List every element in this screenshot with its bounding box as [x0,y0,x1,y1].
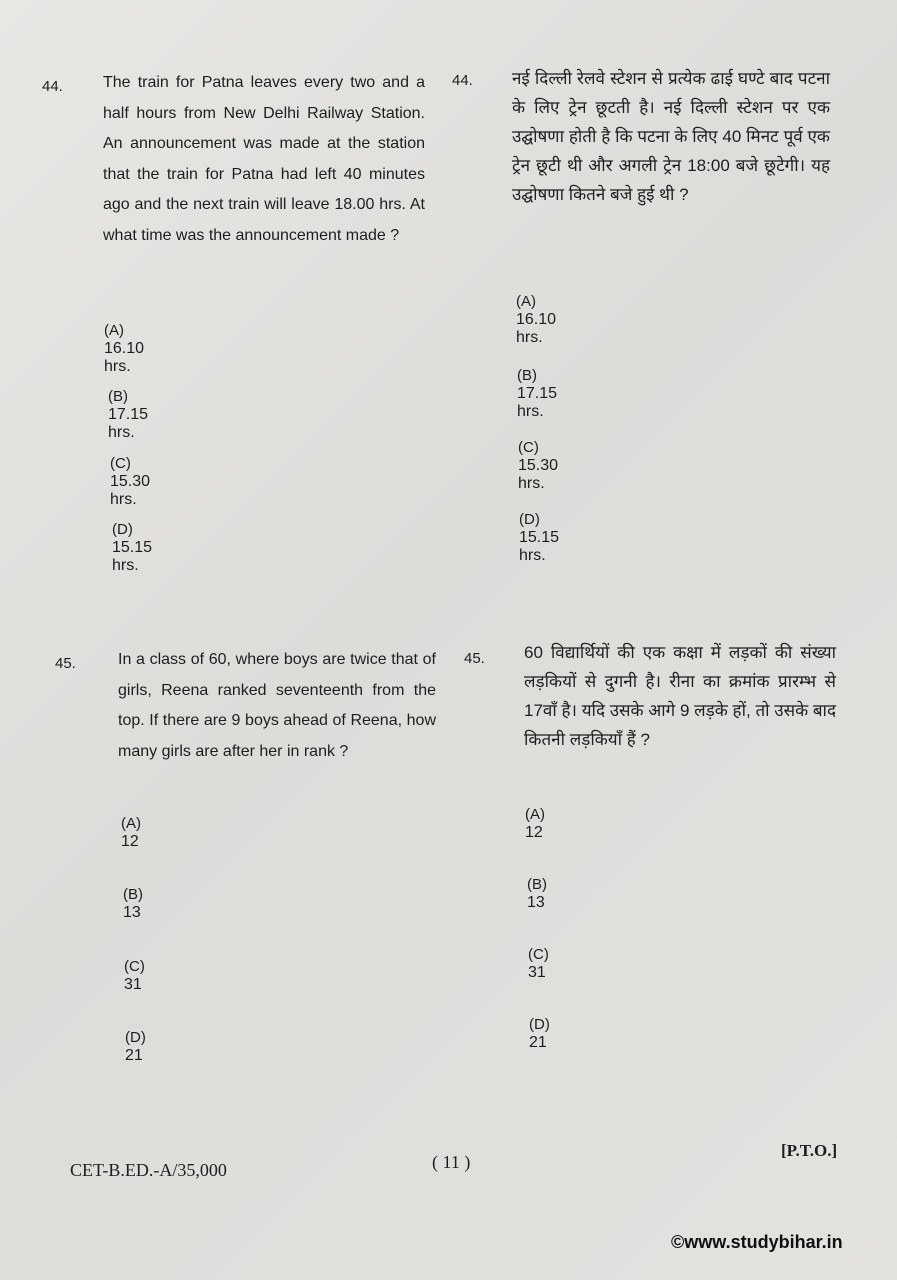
option-value: 15.30 hrs. [110,473,151,508]
paper-code: CET-B.ED.-A/35,000 [70,1160,227,1180]
option-b [123,886,185,922]
option-b [527,876,586,912]
option-label: (D) [112,521,133,538]
option-label: (C) [124,958,145,975]
option-value: 31 [124,976,142,993]
option-value: 13 [527,894,545,911]
question-text: नई दिल्ली रेलवे स्टेशन से प्रत्येक ढाई घण्टे बाद पटना के लिए ट्रेन छूटती है। नई दिल्ली स्टेशन पर एक उद्घोषणा होती है कि पटना के लिए 40 मिनट पूर्व एक ट्रेन छूटी थी और अगली ट्रेन 18:00 बजे छूटेगी। यह उद्घोषणा कितने बजे हुई थी ? [512,69,830,204]
option-d [519,511,581,565]
option-value: 13 [123,904,141,921]
question-number: 45. [55,655,76,672]
option-a [121,815,185,851]
question-number: 44. [42,78,63,95]
question-text: The train for Patna leaves every two and a half hours from New Delhi Railway Station. An announcement was made at the station that the train for Patna had left 40 minutes ago and the next train will leave 18.00 hrs. At what time was the announcement made ? [103,74,425,244]
option-value: 15.15 hrs. [519,529,560,564]
watermark: ©www.studybihar.in [671,1232,843,1252]
question-text: 60 विद्यार्थियों की एक कक्षा में लड़कों की संख्या लड़कियों से दुगनी है। रीना का क्रमांक प्रारम्भ से 17वाँ है। यदि उसके आगे 9 लड़के हों, तो उसके बाद कितनी लड़कियाँ हैं ? [524,643,836,749]
option-value: 15.15 hrs. [112,539,153,574]
option-label: (B) [527,876,547,893]
option-value: 15.30 hrs. [518,457,559,492]
option-value: 21 [529,1034,547,1051]
question-number: 45. [464,650,485,667]
option-label: (B) [517,367,537,384]
option-label: (D) [529,1016,550,1033]
option-value: 12 [121,833,139,850]
option-d [529,1016,587,1052]
option-label: (A) [104,322,124,339]
option-label: (B) [108,388,128,405]
option-label: (B) [123,886,143,903]
option-d [112,521,166,575]
option-b [517,367,579,421]
option-c [124,958,186,994]
option-a [104,322,158,376]
option-c [528,946,586,982]
option-a [525,806,585,842]
option-d [125,1029,186,1065]
option-label: (A) [516,293,536,310]
option-value: 31 [528,964,546,981]
option-label: (A) [525,806,545,823]
option-label: (D) [125,1029,146,1046]
option-label: (C) [528,946,549,963]
option-label: (C) [110,455,131,472]
page-number: ( 11 ) [432,1152,471,1172]
option-c [518,439,580,493]
option-label: (A) [121,815,141,832]
option-value: 16.10 hrs. [516,311,557,346]
option-value: 16.10 hrs. [104,340,145,375]
option-a [516,293,578,347]
option-value: 17.15 hrs. [517,385,558,420]
option-value: 17.15 hrs. [108,406,149,441]
please-turn-over: [P.T.O.] [781,1141,838,1160]
question-text: In a class of 60, where boys are twice that of girls, Reena ranked seventeenth from the top. If there are 9 boys ahead of Reena, how many girls are after her in rank ? [118,651,436,760]
option-b [108,388,162,442]
option-label: (C) [518,439,539,456]
option-label: (D) [519,511,540,528]
option-value: 12 [525,824,543,841]
option-c [110,455,164,509]
option-value: 21 [125,1047,143,1064]
question-number: 44. [452,72,473,89]
